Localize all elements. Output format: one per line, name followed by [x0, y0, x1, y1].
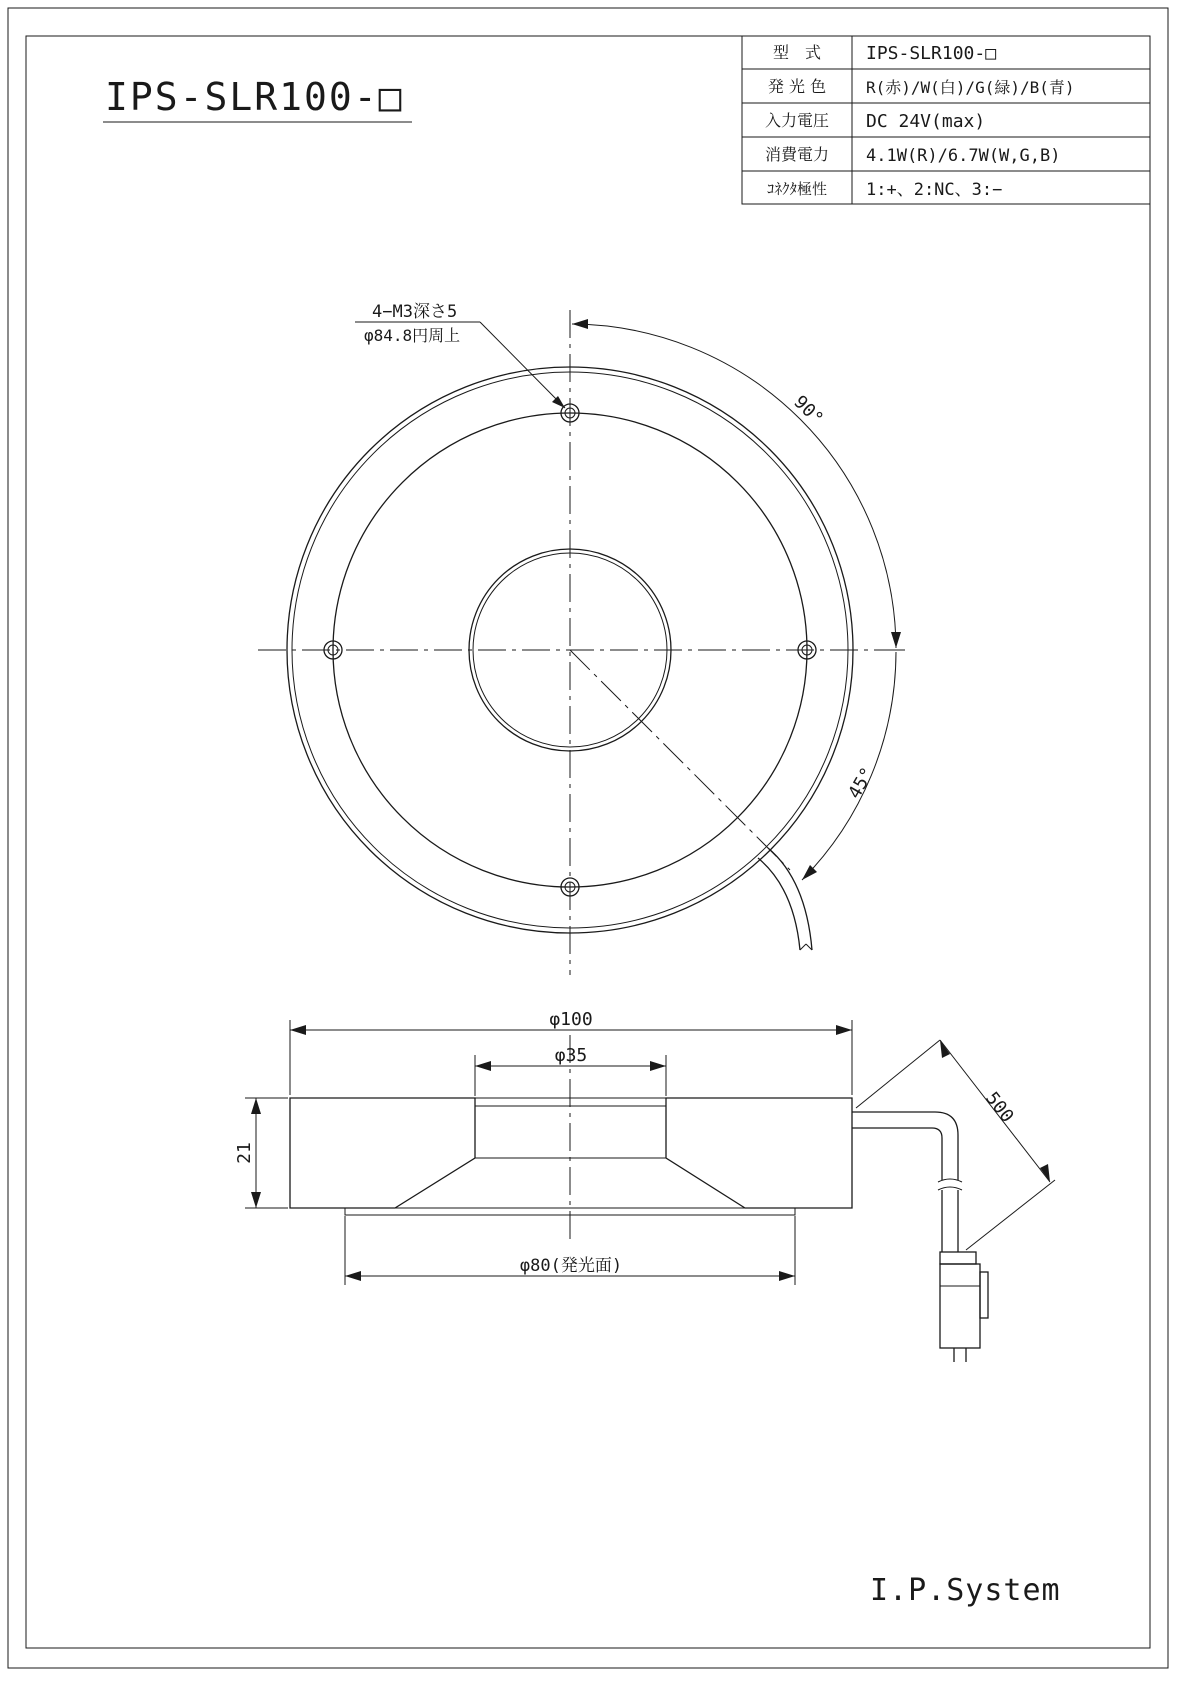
hole-note-line1: 4−M3深さ5 [372, 302, 458, 322]
spec-label-power: 消費電力 [764, 145, 830, 164]
connector [940, 1252, 988, 1362]
angle-45-label: 45° [844, 763, 879, 803]
angle-90-label: 90° [789, 391, 828, 430]
top-view [258, 302, 905, 975]
spec-value-color: R(赤)/W(白)/G(緑)/B(青) [866, 78, 1075, 97]
spec-label-polarity: ｺﾈｸﾀ極性 [766, 180, 828, 198]
spec-table [742, 36, 1150, 204]
spec-value-power: 4.1W(R)/6.7W(W,G,B) [866, 146, 1061, 166]
section-right [666, 1098, 852, 1208]
spec-value-voltage: DC 24V(max) [866, 111, 986, 132]
hole-note-line2: φ84.8円周上 [364, 326, 461, 345]
dim-height-label: 21 [234, 1142, 255, 1164]
center-line-45 [570, 650, 790, 870]
drawing-frame [26, 36, 1150, 1648]
angle-dimension-90 [572, 319, 905, 650]
spec-label-color: 発 光 色 [767, 77, 827, 96]
dim-cable-label: 500 [981, 1088, 1018, 1127]
spec-label-model: 型 式 [772, 43, 822, 62]
dim-cable-length [856, 1040, 1055, 1250]
section-left [290, 1098, 475, 1208]
spec-label-voltage: 入力電圧 [764, 111, 830, 130]
hole-callout [355, 302, 565, 408]
dim-inner-label: φ35 [554, 1045, 588, 1066]
outer-border [8, 8, 1168, 1668]
company-name: I.P.System [870, 1573, 1061, 1608]
dim-height [234, 1098, 288, 1208]
angle-dimension-45 [802, 652, 896, 880]
drawing-title: IPS-SLR100-□ [105, 75, 404, 119]
spec-value-model: IPS-SLR100-□ [866, 43, 997, 64]
dim-emitting-label: φ80(発光面) [519, 1256, 623, 1276]
cable [852, 1112, 962, 1252]
side-view [234, 1009, 1055, 1362]
cable-exit [758, 848, 812, 950]
dim-outer-label: φ100 [549, 1009, 593, 1030]
spec-value-polarity: 1:+、2:NC、3:− [866, 180, 1003, 200]
